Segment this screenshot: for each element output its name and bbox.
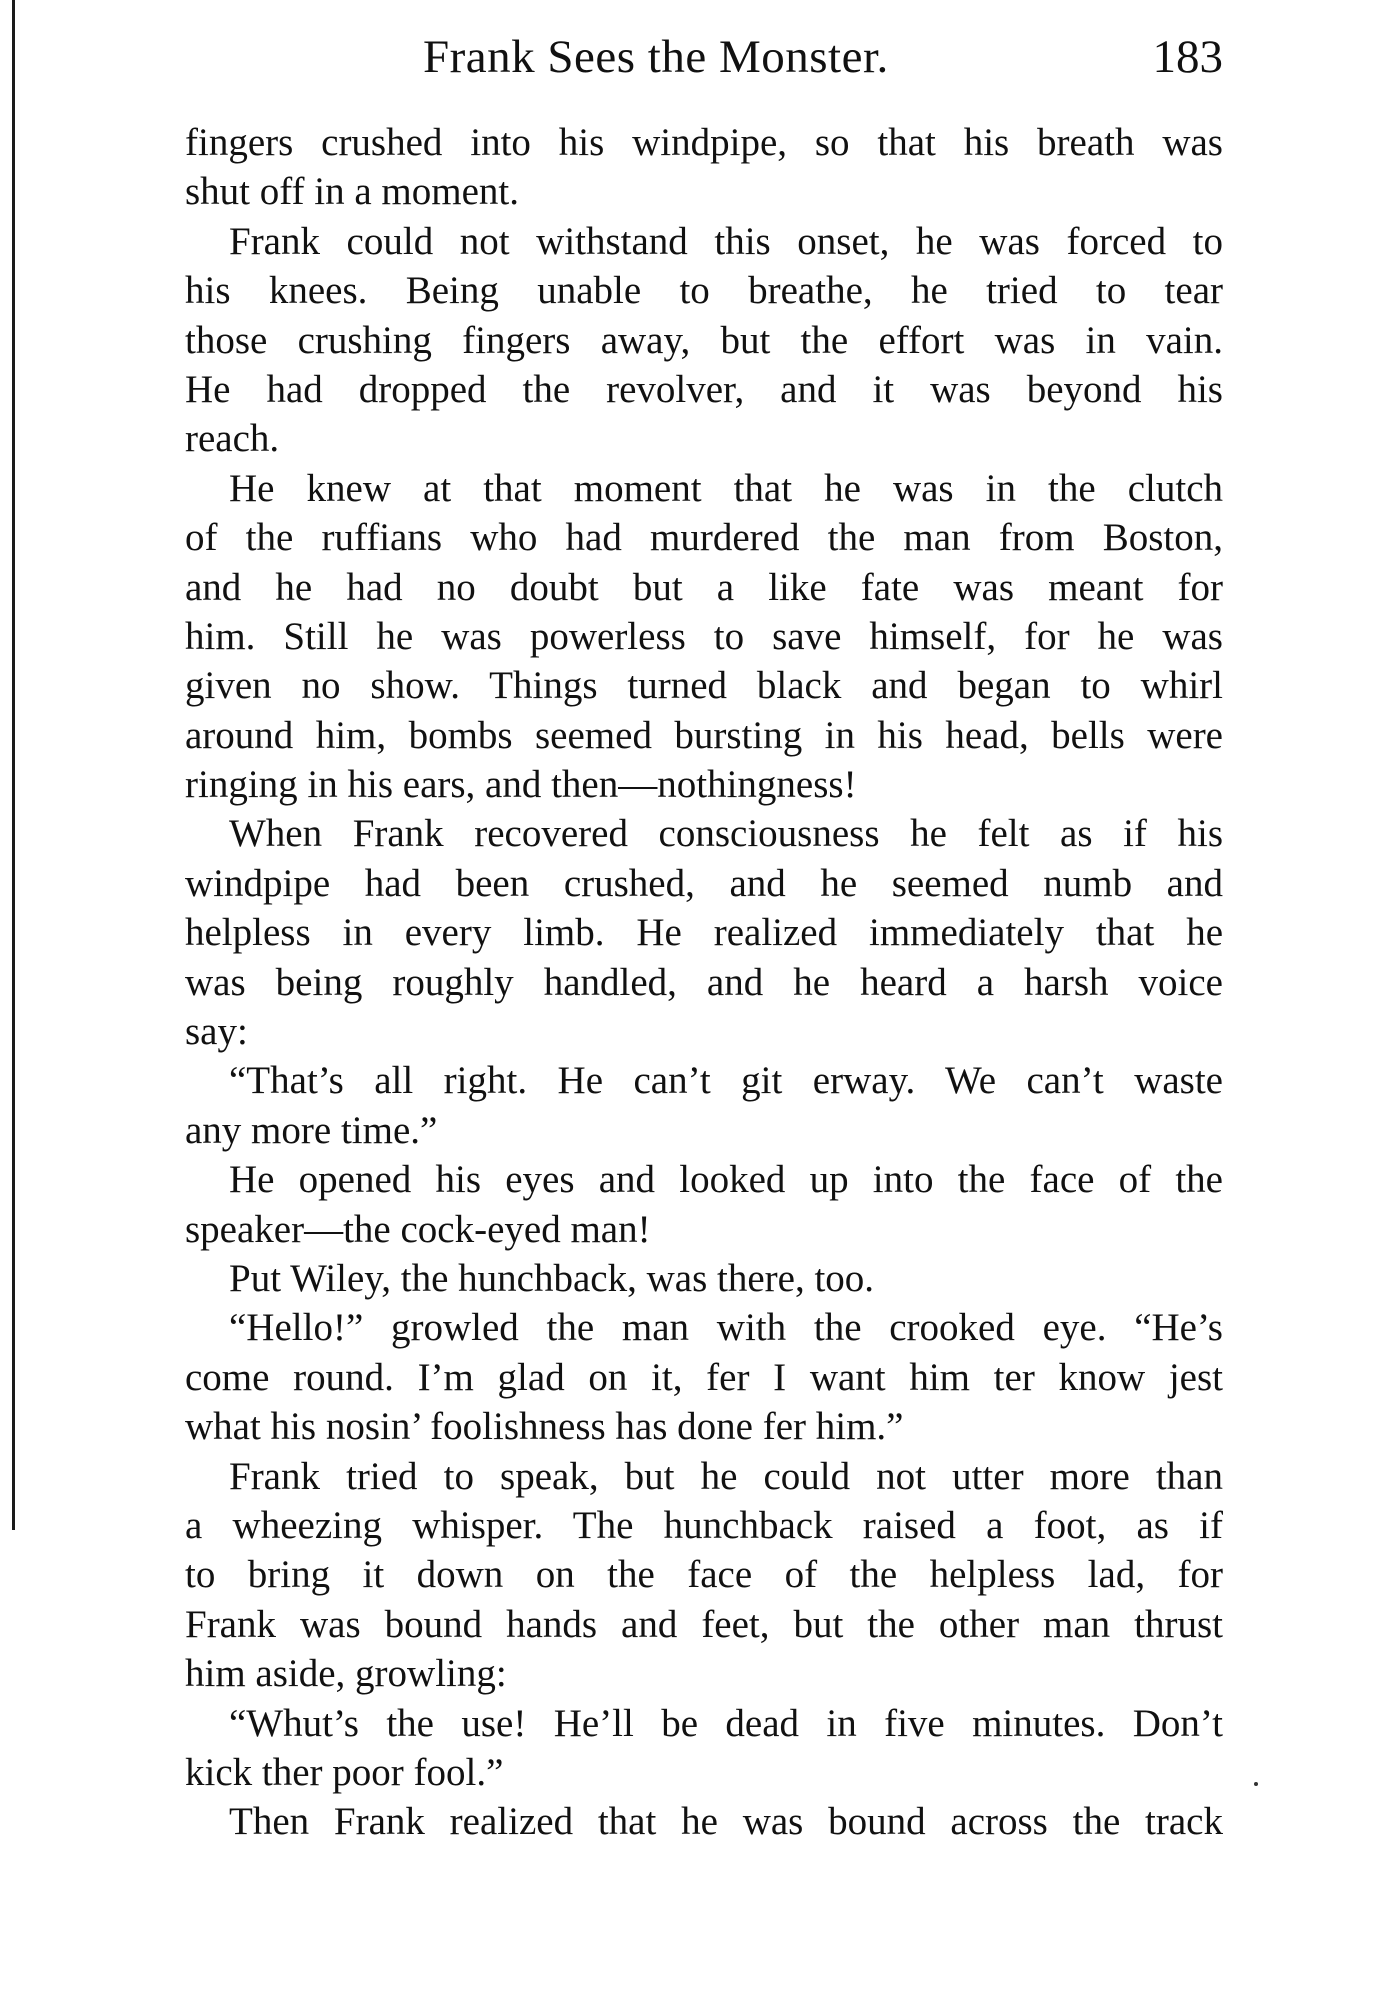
text-line: those crushing fingers away, but the effort was in vain. bbox=[185, 318, 1223, 362]
text-line: windpipe had been crushed, and he seemed numb and bbox=[185, 861, 1223, 905]
text-line: “That’s all right. He can’t git erway. We can’t waste bbox=[229, 1059, 1223, 1103]
text-line: Frank tried to speak, but he could not utter more than bbox=[229, 1454, 1223, 1498]
text-line: say: bbox=[185, 1010, 248, 1054]
text-line: him aside, growling: bbox=[185, 1652, 507, 1696]
text-line: He opened his eyes and looked up into the face of the bbox=[229, 1158, 1223, 1202]
text-line: helpless in every limb. He realized immediately that he bbox=[185, 911, 1223, 955]
text-line: come round. I’m glad on it, fer I want him ter know jest bbox=[185, 1355, 1223, 1399]
text-line: speaker—the cock-eyed man! bbox=[185, 1207, 651, 1251]
text-line: Then Frank realized that he was bound across the track bbox=[229, 1800, 1223, 1844]
text-line: reach. bbox=[185, 417, 280, 461]
text-line: given no show. Things turned black and began to whirl bbox=[185, 664, 1223, 708]
text-line: to bring it down on the face of the helpless lad, for bbox=[185, 1553, 1223, 1597]
text-line: Frank was bound hands and feet, but the other man thrust bbox=[185, 1602, 1223, 1646]
page-header bbox=[185, 30, 1223, 90]
running-head: Frank Sees the Monster. bbox=[423, 31, 889, 83]
text-line: kick ther poor fool.” bbox=[185, 1750, 504, 1794]
text-line: When Frank recovered consciousness he felt as if his bbox=[229, 812, 1223, 856]
text-line: was being roughly handled, and he heard a harsh voice bbox=[185, 960, 1223, 1004]
text-line: of the ruffians who had murdered the man from Boston, bbox=[185, 516, 1223, 560]
text-line: Frank could not withstand this onset, he was forced to bbox=[229, 219, 1223, 263]
ink-speck bbox=[1254, 1782, 1258, 1786]
text-line: “Hello!” growled the man with the crooked eye. “He’s bbox=[229, 1306, 1223, 1350]
text-line: a wheezing whisper. The hunchback raised a foot, as if bbox=[185, 1503, 1223, 1547]
text-line: ringing in his ears, and then—nothingness! bbox=[185, 763, 857, 807]
text-line: Put Wiley, the hunchback, was there, too. bbox=[229, 1256, 875, 1300]
text-line: any more time.” bbox=[185, 1108, 438, 1152]
text-line: what his nosin’ foolishness has done fer him.” bbox=[185, 1405, 904, 1449]
text-line: He knew at that moment that he was in the clutch bbox=[229, 466, 1223, 510]
text-line: He had dropped the revolver, and it was beyond his bbox=[185, 367, 1223, 411]
body-text bbox=[185, 118, 1223, 1847]
text-line: him. Still he was powerless to save himself, for he was bbox=[185, 614, 1223, 658]
text-line: “Whut’s the use! He’ll be dead in five minutes. Don’t bbox=[229, 1701, 1223, 1745]
page-number: 183 bbox=[1152, 31, 1223, 83]
text-line: fingers crushed into his windpipe, so that his breath was bbox=[185, 121, 1223, 164]
text-line: his knees. Being unable to breathe, he tried to tear bbox=[185, 269, 1223, 313]
text-line: around him, bombs seemed bursting in his head, bells were bbox=[185, 713, 1223, 757]
page-edge-rule bbox=[12, 0, 15, 1530]
text-line: shut off in a moment. bbox=[185, 170, 519, 214]
text-line: and he had no doubt but a like fate was meant for bbox=[185, 565, 1223, 609]
